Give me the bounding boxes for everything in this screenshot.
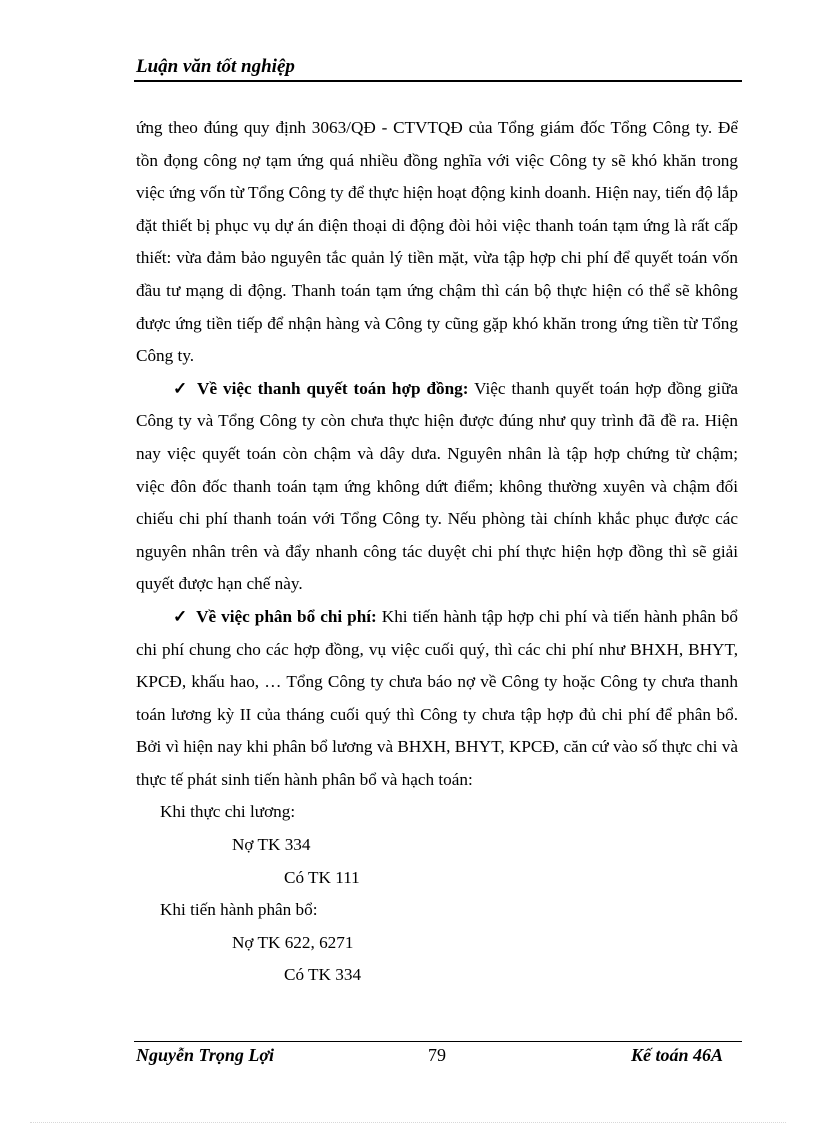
footer-author: Nguyễn Trọng Lợi (136, 1045, 274, 1065)
paragraph-lead: Về việc thanh quyết toán hợp đồng: (197, 378, 469, 398)
header-title: Luận văn tốt nghiệp (136, 56, 295, 77)
paragraph-cost-allocation (136, 601, 738, 797)
checkmark-icon: ✓ (173, 606, 189, 626)
paragraph-text: Khi tiến hành tập hợp chi phí và tiến hành phân bổ chi phí chung cho các hợp đồng, vụ việc cuối quý, thì các chi phí như BHXH, BHYT, KPCĐ, khấu hao, … Tổng Công ty chưa báo nợ về Công ty hoặc Công ty chưa thanh toán lương kỳ II của tháng cuối quý thì Công ty chưa tập hợp đủ chi phí để phân bổ. Bởi vì hiện nay khi phân bổ lương và BHXH, BHYT, KPCĐ, căn cứ vào số thực chi và thực tế phát sinh tiến hành phân bổ và hạch toán: (136, 606, 739, 789)
paragraph-contract-settlement (136, 373, 738, 601)
entry-credit: Có TK 111 (284, 867, 360, 887)
header-rule (134, 80, 742, 82)
entry-debit: Nợ TK 622, 6271 (232, 932, 354, 952)
page-number: 79 (428, 1045, 446, 1065)
footer-rule (134, 1041, 742, 1042)
paragraph-text: Việc thanh quyết toán hợp đồng giữa Công ty và Tổng Công ty còn chưa thực hiện được đúng như quy trình đã đề ra. Hiện nay việc quyết toán còn chậm và dây dưa. Nguyên nhân là tập hợp chứng từ chậm; việc đôn đốc thanh toán tạm ứng không dứt điểm; không thường xuyên và chậm đối chiếu chi phí thanh toán với Tổng Công ty. Nếu phòng tài chính khắc phục được các nguyên nhân trên và đẩy nhanh công tác duyệt chi phí thực hiện hợp đồng thì sẽ giải quyết được hạn chế này. (136, 378, 739, 594)
entry-label: Khi thực chi lương: (160, 802, 296, 822)
document-body (136, 112, 738, 992)
paragraph-advance-payment: ứng theo đúng quy định 3063/QĐ - CTVTQĐ của Tổng giám đốc Tổng Công ty. Để tồn đọng công nợ tạm ứng quá nhiều đồng nghĩa với việc Công ty sẽ khó khăn trong việc ứng vốn từ Tổng Công ty để thực hiện hoạt động kinh doanh. Hiện nay, tiến độ lắp đặt thiết bị phục vụ dự án điện thoại di động đòi hỏi việc thanh toán tạm ứng là rất cấp thiết: vừa đảm bảo nguyên tắc quản lý tiền mặt, vừa tập hợp chi phí để quyết toán vốn đầu tư mạng di động. Thanh toán tạm ứng chậm thì cán bộ thực hiện có thể sẽ không được ứng tiền tiếp để nhận hàng và Công ty cũng gặp khó khăn trong ứng tiền từ Tổng Công ty. (136, 118, 738, 366)
checkmark-icon: ✓ (173, 378, 190, 398)
entry-debit: Nợ TK 334 (232, 835, 311, 855)
entry-credit: Có TK 334 (284, 965, 362, 985)
footer-class: Kế toán 46A (631, 1045, 724, 1065)
entry-label: Khi tiến hành phân bổ: (160, 900, 318, 920)
paragraph-lead: Về việc phân bổ chi phí: (196, 606, 377, 626)
